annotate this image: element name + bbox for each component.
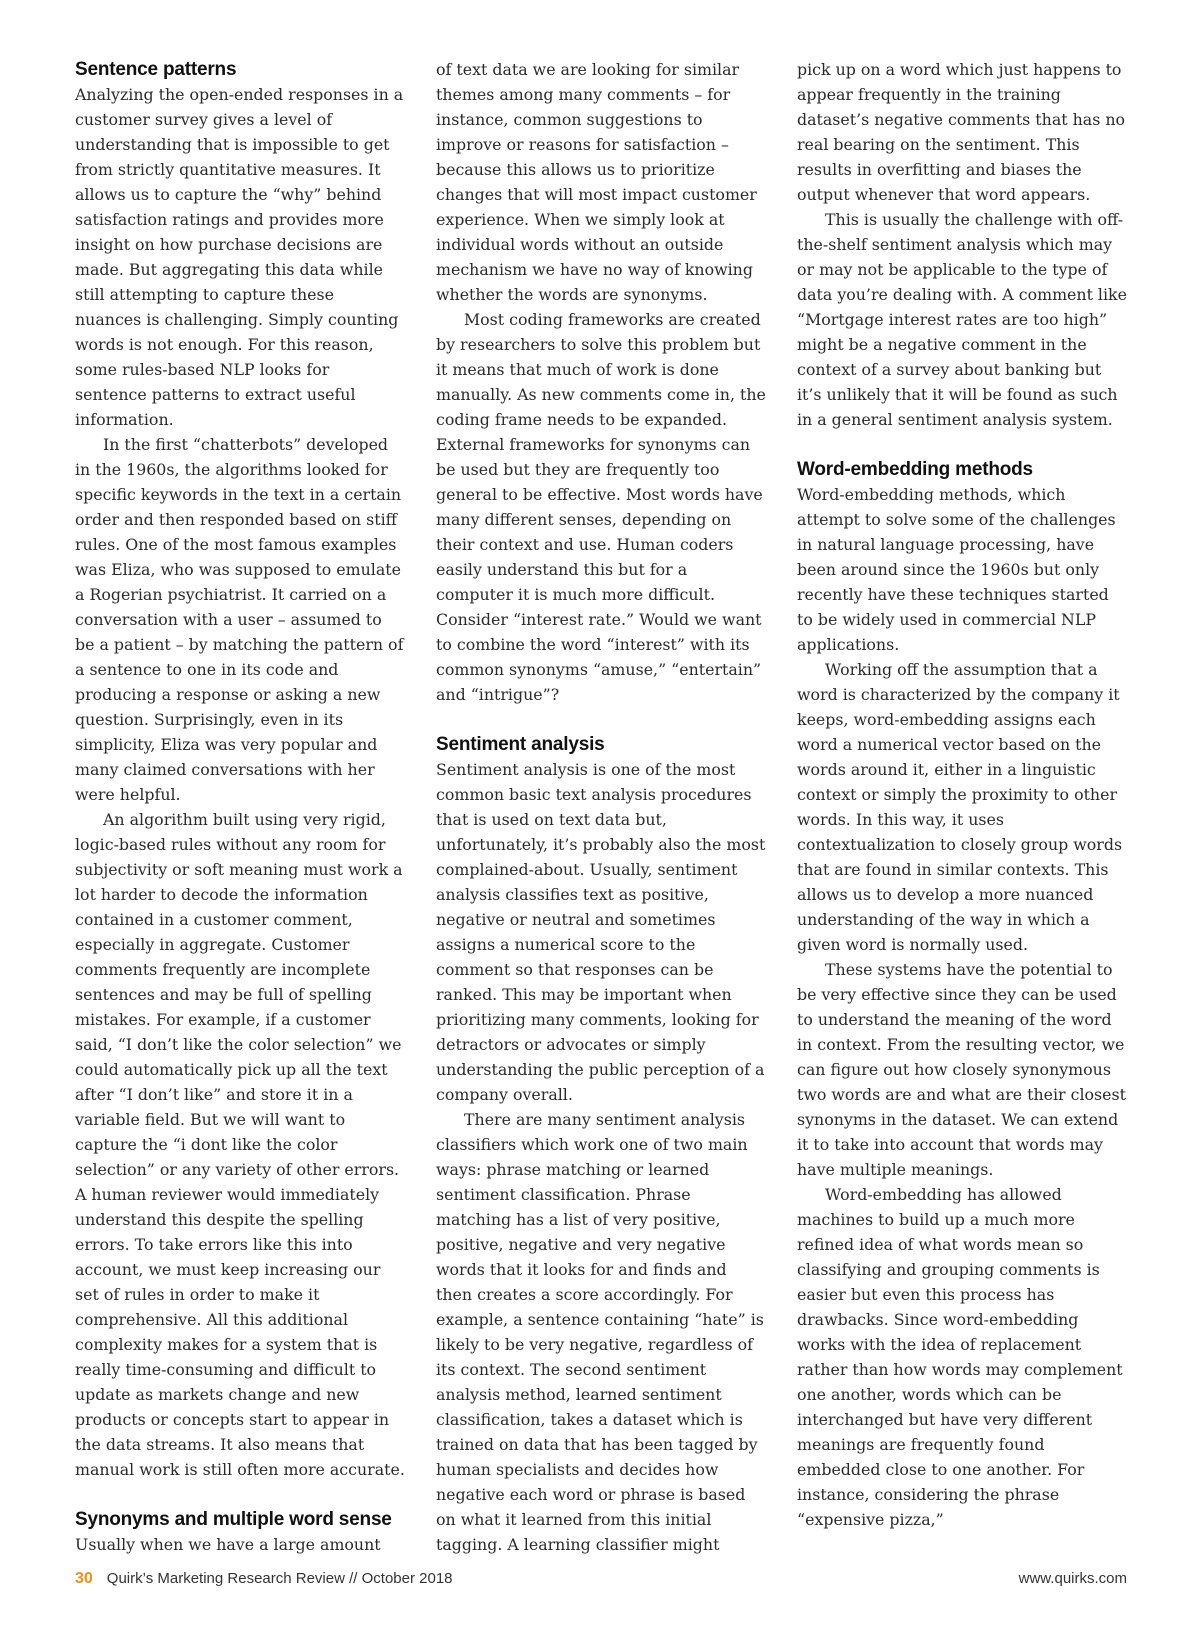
website-url[interactable]: www.quirks.com <box>1018 1570 1127 1587</box>
footer-publication-info <box>75 1570 453 1588</box>
page-number: 30 <box>75 1570 93 1587</box>
body-paragraph: These systems have the potential to be very effective since they can be used to understand the meaning of the word in context. From the resulting vector, we can figure out how closely synonymous two words are and what are their closest synonyms in the dataset. We can extend it to take into account that words may have multiple meanings. <box>797 960 1126 1179</box>
section-heading: Word-embedding methods <box>797 459 1033 480</box>
body-paragraph: Most coding frameworks are created by researchers to solve this problem but it means that much of work is done manually. As new comments come in, the coding frame needs to be expanded. External frameworks for synonyms can be used but they are frequently too general to be effective. Most words have many different senses, depending on their context and use. Human coders easily understand this but for a computer it is much more difficult. Consider “interest rate.” Would we want to combine the word “interest” with its common synonyms “amuse,” “entertain” and “intrigue”? <box>436 310 766 704</box>
body-paragraph: Usually when we have a large amount <box>75 1535 381 1554</box>
article-column-3 <box>797 57 1127 1532</box>
section-heading: Synonyms and multiple word sense <box>75 1509 392 1530</box>
body-paragraph: Working off the assumption that a word is characterized by the company it keeps, word-embedding assigns each word a numerical vector based on the words around it, either in a linguistic context or simply the proximity to other words. In this way, it uses contextualization to closely group words that are found in similar contexts. This allows us to develop a more nuanced understanding of the way in which a given word is normally used. <box>797 660 1123 954</box>
page-footer <box>75 1570 1127 1594</box>
body-paragraph: Word-embedding methods, which attempt to solve some of the challenges in natural language processing, have been around since the 1960s but only recently have these techniques started to be widely used in commercial NLP applications. <box>797 485 1116 654</box>
body-paragraph: In the first “chatterbots” developed in the 1960s, the algorithms looked for specific keywords in the text in a certain order and then responded based on stiff rules. One of the most famous examples was Eliza, who was supposed to emulate a Rogerian psychiatrist. It carried on a conversation with a user – assumed to be a patient – by matching the pattern of a sentence to one in its code and producing a response or asking a new question. Surprisingly, even in its simplicity, Eliza was very popular and many claimed conversations with her were helpful. <box>75 435 404 804</box>
article-column-2 <box>436 57 766 1557</box>
body-paragraph: of text data we are looking for similar themes among many comments – for instance, common suggestions to improve or reasons for satisfaction – because this allows us to prioritize changes that will most impact customer experience. When we simply look at individual words without an outside mechanism we have no way of knowing whether the words are synonyms. <box>436 60 757 304</box>
publication-title: Quirk’s Marketing Research Review // October 2018 <box>106 1570 453 1587</box>
body-paragraph: Word-embedding has allowed machines to build up a much more refined idea of what words mean so classifying and grouping comments is easier but even this process has drawbacks. Since word-embedding works with the idea of replacement rather than how words may complement one another, words which can be interchanged but have very different meanings are frequently found embedded close to one another. For instance, considering the phrase “expensive pizza,” <box>797 1185 1123 1529</box>
section-heading: Sentiment analysis <box>436 734 605 755</box>
section-heading: Sentence patterns <box>75 59 237 80</box>
body-paragraph: Sentiment analysis is one of the most common basic text analysis procedures that is used on text data but, unfortunately, it’s probably also the most complained-about. Usually, sentiment analysis classifies text as positive, negative or neutral and sometimes assigns a numerical score to the comment so that responses can be ranked. This may be important when prioritizing many comments, looking for detractors or advocates or simply understanding the public perception of a company overall. <box>436 760 766 1104</box>
body-paragraph: Analyzing the open-ended responses in a customer survey gives a level of understanding that is impossible to get from strictly quantitative measures. It allows us to capture the “why” behind satisfaction ratings and provides more insight on how purchase decisions are made. But aggregating this data while still attempting to capture these nuances is challenging. Simply counting words is not enough. For this reason, some rules-based NLP looks for sentence patterns to extract useful information. <box>75 85 404 429</box>
body-paragraph: This is usually the challenge with off-the-shelf sentiment analysis which may or may not be applicable to the type of data you’re dealing with. A comment like “Mortgage interest rates are too high” might be a negative comment in the context of a survey about banking but it’s unlikely that it will be found as such in a general sentiment analysis system. <box>797 210 1127 429</box>
body-paragraph: pick up on a word which just happens to appear frequently in the training dataset’s negative comments that has no real bearing on the sentiment. This results in overfitting and biases the output whenever that word appears. <box>797 60 1126 204</box>
article-column-1 <box>75 57 405 1557</box>
body-paragraph: An algorithm built using very rigid, logic-based rules without any room for subjectivity or soft meaning must work a lot harder to decode the information contained in a customer comment, especially in aggregate. Customer comments frequently are incomplete sentences and may be full of spelling mistakes. For example, if a customer said, “I don’t like the color selection” we could automatically pick up all the text after “I don’t like” and store it in a variable field. But we will want to capture the “i dont like the color selection” or any variety of other errors. A human reviewer would immediately understand this despite the spelling errors. To take errors like this into account, we must keep increasing our set of rules in order to make it comprehensive. All this additional complexity makes for a system that is really time-consuming and difficult to update as markets change and new products or concepts start to appear in the data streams. It also means that manual work is still often more accurate. <box>75 810 405 1479</box>
body-paragraph: There are many sentiment analysis classifiers which work one of two main ways: phrase matching or learned sentiment classification. Phrase matching has a list of very positive, positive, negative and very negative words that it looks for and finds and then creates a score accordingly. For example, a sentence containing “hate” is likely to be very negative, regardless of its context. The second sentiment analysis method, learned sentiment classification, takes a dataset which is trained on data that has been tagged by human specialists and decides how negative each word or phrase is based on what it learned from this initial tagging. A learning classifier might <box>436 1110 764 1554</box>
